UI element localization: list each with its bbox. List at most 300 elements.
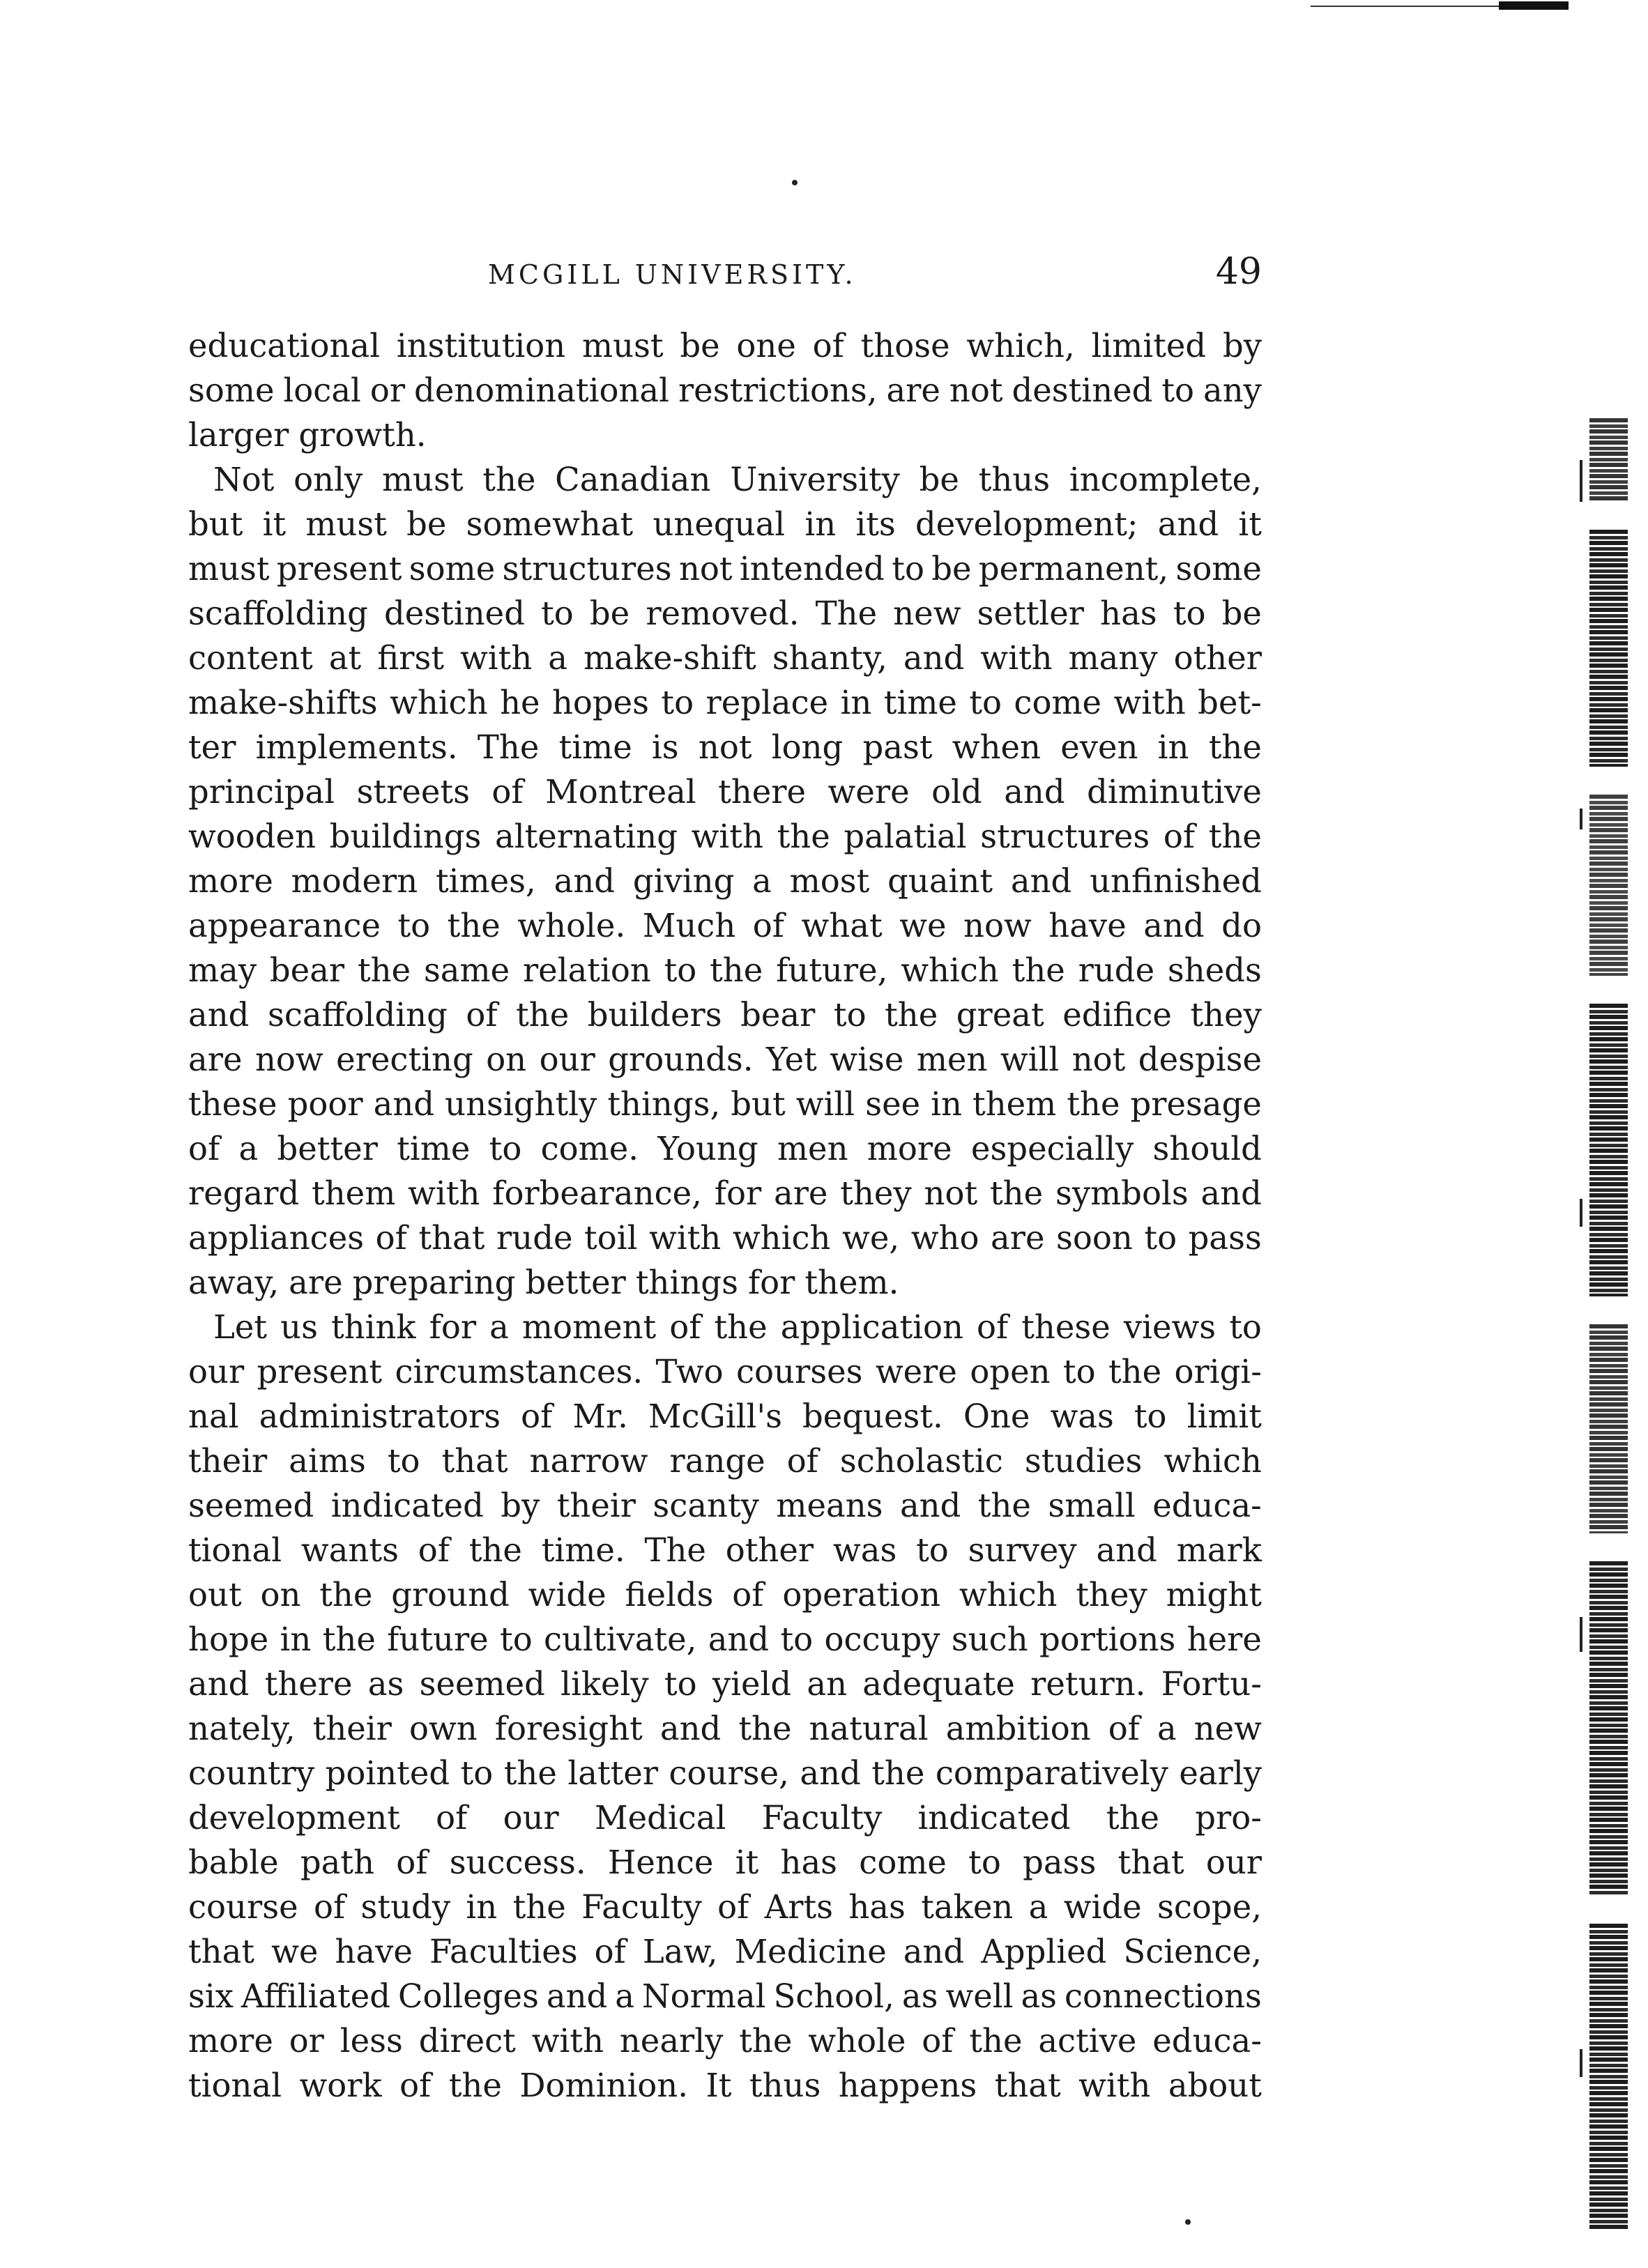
word: to (387, 1442, 420, 1480)
word: wants (300, 1531, 399, 1569)
word: limited (1091, 327, 1207, 365)
word: and (188, 996, 250, 1034)
word: the (977, 1487, 1031, 1524)
word: natural (809, 1710, 929, 1747)
word: Not (213, 461, 275, 498)
word: Montreal (545, 773, 696, 811)
word: here (1187, 1620, 1262, 1658)
word: pro- (1195, 1799, 1262, 1837)
word: development (188, 1799, 400, 1837)
word: the (710, 951, 763, 989)
word: One (963, 1397, 1030, 1435)
word: Much (642, 907, 736, 944)
word: and (1200, 1174, 1262, 1212)
word: Dominion. (519, 2067, 689, 2104)
word: pass (1188, 1219, 1262, 1257)
word: of (399, 2067, 432, 2104)
word: which (1163, 1442, 1262, 1480)
word: means (776, 1487, 883, 1524)
word: should (1152, 1130, 1262, 1167)
word: operation (782, 1576, 941, 1614)
word: open (970, 1353, 1051, 1390)
word: Science, (1123, 1933, 1262, 1970)
word: comparatively (935, 1754, 1168, 1792)
word: shanty, (772, 639, 887, 677)
word: the (738, 1710, 792, 1747)
word: to (1134, 1397, 1167, 1435)
word: are (991, 1219, 1045, 1257)
word: the (885, 996, 938, 1034)
text-line (188, 502, 1262, 546)
word: these (1021, 1308, 1111, 1346)
word: range (669, 1442, 765, 1480)
word: on (260, 1576, 301, 1614)
word: of (188, 1130, 220, 1167)
word: tional (188, 1531, 282, 1569)
word: of (786, 1442, 818, 1480)
word: is (651, 728, 679, 766)
word: come. (540, 1130, 639, 1167)
word: seemed (188, 1487, 314, 1524)
text-line (188, 457, 1262, 502)
word: likely (560, 1665, 649, 1703)
word: and (1010, 862, 1072, 900)
word: scaffolding (267, 996, 448, 1034)
word: of (717, 1888, 749, 1926)
word: tional (188, 2067, 282, 2104)
word: a (548, 639, 568, 677)
word: Fortu- (1161, 1665, 1262, 1703)
word: make-shift (583, 639, 756, 677)
word: with (691, 818, 763, 855)
word: of (812, 327, 844, 365)
word: not (698, 728, 752, 766)
word: time (883, 684, 957, 721)
word: its (855, 505, 896, 543)
word: ter (188, 728, 236, 766)
word: time (558, 728, 632, 766)
word: unsightly (445, 1085, 597, 1123)
word: diminutive (1087, 773, 1262, 811)
word: for (429, 1308, 477, 1346)
word: presage (1130, 1085, 1262, 1123)
word: pointed (325, 1754, 450, 1792)
word: with (531, 2022, 604, 2060)
word: and (708, 1620, 770, 1658)
word: and (659, 1710, 722, 1747)
word: but (188, 505, 243, 543)
word: to (1144, 1219, 1177, 1257)
word: was (832, 1531, 897, 1569)
word: own (409, 1710, 478, 1747)
word: aims (289, 1442, 366, 1480)
word: hope (188, 1620, 269, 1658)
word: relation (522, 951, 651, 989)
word: quaint (887, 862, 993, 900)
text-line (188, 1840, 1262, 1885)
word: and (903, 1933, 965, 1970)
word: Faculties (429, 1933, 578, 1970)
word: Let (213, 1308, 268, 1346)
word: and (546, 1977, 608, 2015)
word: with (980, 639, 1053, 677)
word: better (525, 1264, 626, 1301)
word: and (188, 1665, 250, 1703)
word: studies (1024, 1442, 1143, 1480)
word: University (730, 461, 900, 498)
word: those (860, 327, 950, 365)
word: appearance (188, 907, 381, 944)
word: most (789, 862, 870, 900)
word: of (521, 1397, 553, 1435)
word: who (910, 1219, 979, 1257)
word: bequest. (802, 1397, 943, 1435)
word: replace (705, 684, 829, 721)
text-line (188, 948, 1262, 993)
word: Affiliated (241, 1977, 391, 2015)
word: more (867, 1130, 952, 1167)
word: only (293, 461, 363, 498)
text-line (188, 1260, 1262, 1305)
text-line (188, 1394, 1262, 1439)
text-line (188, 680, 1262, 725)
word: in (1157, 728, 1189, 766)
word: new (893, 595, 961, 632)
word: return. (1030, 1665, 1146, 1703)
word: it (735, 1844, 759, 1881)
word: the (447, 907, 501, 944)
word: are (886, 371, 940, 409)
word: scope, (1157, 1888, 1262, 1926)
text-line (188, 413, 1262, 457)
word: educa- (1152, 2022, 1262, 2060)
word: seemed (419, 1665, 545, 1703)
word: bear (269, 951, 345, 989)
word: old (931, 773, 982, 811)
text-line (188, 2063, 1262, 2108)
word: destined (384, 595, 525, 632)
word: that (441, 1442, 508, 1480)
word: of (396, 1844, 428, 1881)
word: indicated (330, 1487, 484, 1524)
word: the (714, 1308, 768, 1346)
word: some (1175, 550, 1262, 588)
word: to (460, 1754, 494, 1792)
text-line (188, 1706, 1262, 1751)
word: even (1060, 728, 1138, 766)
word: of (1163, 818, 1196, 855)
word: of (313, 1888, 346, 1926)
word: are (289, 1264, 343, 1301)
word: or (289, 2022, 324, 2060)
word: and (800, 1754, 861, 1792)
word: which (390, 684, 488, 721)
word: active (1038, 2022, 1137, 2060)
word: Medical (594, 1799, 726, 1837)
word: great (956, 996, 1044, 1034)
word: Law, (642, 1933, 718, 1970)
word: to (664, 1665, 697, 1703)
word: must (582, 327, 664, 365)
word: men (916, 1041, 988, 1078)
word: course (188, 1888, 298, 1926)
word: when (952, 728, 1041, 766)
word: origi- (1174, 1353, 1262, 1390)
word: a (615, 1977, 634, 2015)
word: to (1173, 595, 1206, 632)
word: latter (567, 1754, 659, 1792)
word: now (963, 907, 1032, 944)
word: denominational (414, 371, 670, 409)
word: of (418, 1531, 450, 1569)
word: to (833, 996, 867, 1034)
word: hopes (551, 684, 650, 721)
word: success. (449, 1844, 586, 1881)
word: growth. (298, 416, 427, 454)
word: more (188, 2022, 273, 2060)
word: palatial (844, 818, 967, 855)
text-line (188, 1349, 1262, 1394)
word: erecting (336, 1041, 473, 1078)
word: these (188, 1085, 277, 1123)
word: with (408, 1174, 480, 1212)
word: what (801, 907, 883, 944)
word: administrators (259, 1397, 501, 1435)
word: portions (1039, 1620, 1176, 1658)
word: and (1096, 1531, 1157, 1569)
word: bet- (1198, 684, 1262, 721)
word: occupy (824, 1620, 940, 1658)
word: alternating (495, 818, 678, 855)
word: future (387, 1620, 489, 1658)
word: one (736, 327, 796, 365)
ink-speck (792, 180, 798, 185)
word: institution (396, 327, 566, 365)
word: things (635, 1264, 738, 1301)
word: of (922, 2022, 954, 2060)
word: to (500, 1620, 533, 1658)
word: we (899, 907, 947, 944)
word: are (773, 1174, 828, 1212)
word: them (972, 1085, 1057, 1123)
word: giving (632, 862, 735, 900)
word: ground (391, 1576, 510, 1614)
word: buildings (329, 818, 482, 855)
word: us (280, 1308, 318, 1346)
word: as (1021, 1977, 1058, 2015)
page-number: 49 (1215, 251, 1262, 293)
word: cultivate, (544, 1620, 697, 1658)
word: regard (188, 1174, 300, 1212)
word: Canadian (555, 461, 711, 498)
text-line (188, 2018, 1262, 2063)
word: not (1071, 1041, 1126, 1078)
word: of (1108, 1710, 1140, 1747)
text-line (188, 859, 1262, 903)
word: McGill's (648, 1397, 782, 1435)
page-header (188, 251, 1262, 300)
word: our (188, 1353, 245, 1390)
body-text (188, 323, 1262, 2108)
word: of (491, 773, 524, 811)
word: see (865, 1085, 921, 1123)
word: and (1157, 505, 1219, 543)
word: intended (739, 550, 885, 588)
text-line (188, 591, 1262, 636)
word: toil (584, 1219, 638, 1257)
text-line (188, 1929, 1262, 1974)
word: have (335, 1933, 413, 1970)
word: out (188, 1576, 242, 1614)
word: wise (830, 1041, 904, 1078)
word: forbearance, (492, 1174, 702, 1212)
word: views (1123, 1308, 1216, 1346)
text-line (188, 1126, 1262, 1171)
word: men (777, 1130, 848, 1167)
word: away, (188, 1264, 280, 1301)
word: taken (921, 1888, 1014, 1926)
word: bable (188, 1844, 279, 1881)
text-line (188, 1305, 1262, 1349)
word: country (188, 1754, 315, 1792)
word: thus (978, 461, 1051, 498)
word: the (357, 951, 411, 989)
word: The (644, 1531, 706, 1569)
word: of (752, 907, 785, 944)
word: principal (188, 773, 335, 811)
word: yield (712, 1665, 792, 1703)
word: some (188, 371, 275, 409)
word: time (397, 1130, 471, 1167)
word: make-shifts (188, 684, 378, 721)
text-line (188, 1885, 1262, 1929)
word: will (1000, 1041, 1060, 1078)
word: wide (1063, 1888, 1142, 1926)
word: poor (287, 1085, 363, 1123)
word: our (1205, 1844, 1262, 1881)
word: which, (966, 327, 1075, 365)
word: modern (291, 862, 418, 900)
word: we, (842, 1219, 900, 1257)
word: or (369, 371, 406, 409)
word: not (678, 550, 733, 588)
word: them. (804, 1264, 899, 1301)
word: the (969, 2022, 1023, 2060)
word: that (1117, 1844, 1184, 1881)
word: connections (1064, 1977, 1262, 2015)
word: mark (1176, 1531, 1262, 1569)
word: to (916, 1531, 949, 1569)
word: now (254, 1041, 323, 1078)
word: nearly (619, 2022, 724, 2060)
word: It (705, 2067, 732, 2104)
word: that (418, 1219, 485, 1257)
word: he (500, 684, 540, 721)
word: which (901, 951, 999, 989)
running-head: MCGILL UNIVERSITY. (488, 259, 857, 290)
word: Mr. (572, 1397, 628, 1435)
word: must (305, 505, 387, 543)
word: for (714, 1174, 762, 1212)
text-line (188, 1037, 1262, 1082)
word: application (780, 1308, 963, 1346)
text-line (188, 993, 1262, 1037)
word: times, (436, 862, 536, 900)
ink-speck (1185, 2219, 1191, 2225)
word: destined (1012, 371, 1153, 409)
word: to (892, 550, 924, 588)
word: scholastic (839, 1442, 1003, 1480)
word: School, (773, 1977, 894, 2015)
word: content (188, 639, 313, 677)
word: work (299, 2067, 382, 2104)
word: a (1157, 1710, 1177, 1747)
word: which (959, 1576, 1058, 1614)
word: at (328, 639, 362, 677)
word: them (312, 1174, 396, 1212)
word: Hence (607, 1844, 714, 1881)
word: by (1222, 327, 1262, 365)
word: happens (838, 2067, 977, 2104)
word: there (718, 773, 807, 811)
word: many (1068, 639, 1158, 677)
word: be (919, 461, 959, 498)
word: present (276, 550, 402, 588)
word: be (406, 505, 447, 543)
word: the (871, 1754, 925, 1792)
word: be (680, 327, 720, 365)
word: to (664, 951, 697, 989)
text-line (188, 1528, 1262, 1572)
word: the (468, 1531, 522, 1569)
word: which (732, 1219, 831, 1257)
word: future, (776, 951, 888, 989)
word: the (1012, 951, 1065, 989)
word: come (859, 1844, 947, 1881)
word: educational (188, 327, 381, 365)
text-line (188, 1171, 1262, 1216)
word: to (1161, 371, 1195, 409)
word: moment (521, 1308, 657, 1346)
word: the (319, 1576, 373, 1614)
word: unequal (653, 505, 786, 543)
word: to (541, 595, 574, 632)
word: whole (808, 2022, 906, 2060)
word: The (477, 728, 540, 766)
word: a (1028, 1888, 1048, 1926)
word: soon (1056, 1219, 1133, 1257)
word: path (300, 1844, 375, 1881)
word: Colleges (397, 1977, 539, 2015)
word: sheds (1167, 951, 1262, 989)
word: direct (418, 2022, 516, 2060)
word: nal (188, 1397, 239, 1435)
word: circumstances. (395, 1353, 643, 1390)
word: other (1173, 639, 1262, 677)
word: somewhat (466, 505, 634, 543)
word: bear (740, 996, 816, 1034)
text-line (188, 1617, 1262, 1662)
word: and (903, 639, 965, 677)
word: be (589, 595, 630, 632)
word: to (969, 684, 1002, 721)
word: they (840, 1174, 912, 1212)
word: fields (625, 1576, 714, 1614)
word: the (739, 2022, 793, 2060)
word: any (1203, 371, 1262, 409)
word: to (1229, 1308, 1262, 1346)
word: rude (1078, 951, 1155, 989)
